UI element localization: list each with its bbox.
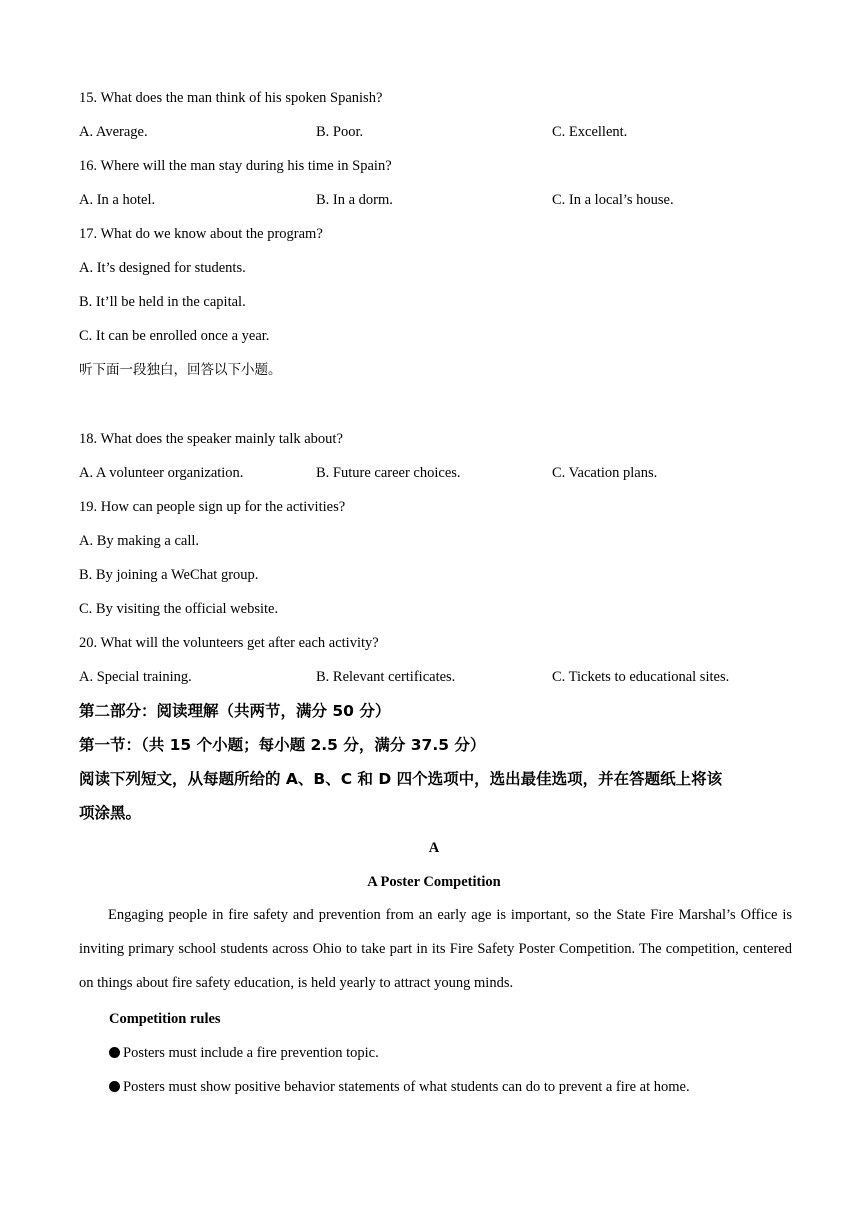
rules-heading: Competition rules: [109, 1011, 221, 1027]
q18-option-b: B. Future career choices.: [316, 465, 461, 481]
q18-option-c: C. Vacation plans.: [552, 465, 658, 481]
passage-paragraph: Engaging people in fire safety and prevention from an early age is important, so the State Fire Marshal’s Office is inviting primary school students across Ohio to take part in its Fire Safety Poster Competition. The competition, centered on things about fire safety education, is held yearly to attract young minds.: [79, 907, 792, 991]
q17-option-c: C. It can be enrolled once a year.: [79, 328, 270, 344]
passage-letter: A: [428, 840, 440, 856]
q16-option-b: B. In a dorm.: [316, 192, 393, 208]
q17-option-b: B. It’ll be held in the capital.: [79, 294, 246, 310]
q15-option-b: B. Poor.: [316, 124, 364, 140]
q19-option-c: C. By visiting the official website.: [79, 601, 279, 617]
part2-heading: 第二部分：阅读理解（共两节，满分 50 分）: [79, 702, 391, 720]
monologue-instruction: 听下面一段独白，回答以下小题。: [79, 362, 282, 378]
q15-option-c: C. Excellent.: [552, 124, 628, 140]
rule-item: [109, 1044, 379, 1062]
q20-option-c: C. Tickets to educational sites.: [552, 669, 730, 685]
passage-title: A Poster Competition: [367, 874, 501, 890]
q19-option-b: B. By joining a WeChat group.: [79, 567, 259, 583]
bullet-icon: [109, 1047, 120, 1058]
question-20: 20. What will the volunteers get after each activity?: [79, 635, 379, 651]
q20-option-a: A. Special training.: [79, 669, 192, 685]
section1-heading: 第一节：（共 15 个小题；每小题 2.5 分，满分 37.5 分）: [79, 736, 486, 754]
q19-option-a: A. By making a call.: [79, 533, 200, 549]
q16-option-a: A. In a hotel.: [79, 192, 156, 208]
question-18: 18. What does the speaker mainly talk about?: [79, 431, 343, 447]
reading-instruction-line2: 项涂黑。: [79, 804, 142, 822]
question-15: 15. What does the man think of his spoken Spanish?: [79, 90, 383, 106]
reading-instruction-line1: 阅读下列短文，从每题所给的 A、B、C 和 D 四个选项中，选出最佳选项，并在答题纸上将该: [79, 770, 723, 788]
q18-option-a: A. A volunteer organization.: [79, 465, 244, 481]
rule-text: Posters must show positive behavior statements of what students can do to prevent a fire at home.: [123, 1079, 690, 1095]
question-16: 16. Where will the man stay during his time in Spain?: [79, 158, 392, 174]
q20-option-b: B. Relevant certificates.: [316, 669, 456, 685]
q16-option-c: C. In a local’s house.: [552, 192, 674, 208]
rule-text: Posters must include a fire prevention topic.: [123, 1045, 379, 1061]
q15-option-a: A. Average.: [79, 124, 148, 140]
rule-item: [109, 1078, 690, 1096]
q17-option-a: A. It’s designed for students.: [79, 260, 246, 276]
question-19: 19. How can people sign up for the activities?: [79, 499, 346, 515]
question-17: 17. What do we know about the program?: [79, 226, 323, 242]
bullet-icon: [109, 1081, 120, 1092]
